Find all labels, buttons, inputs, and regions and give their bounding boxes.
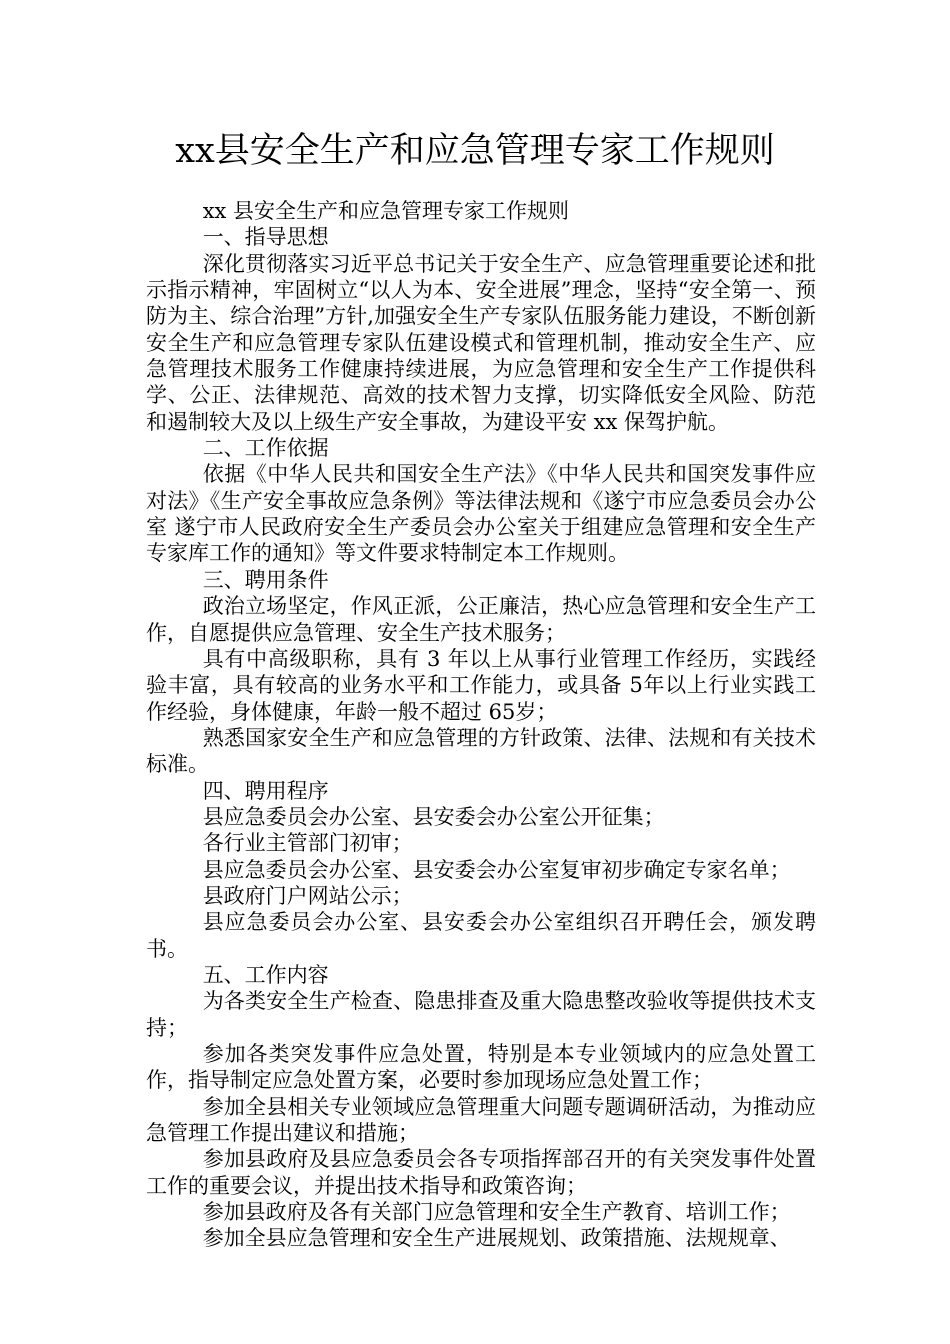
body-paragraph: 参加县政府及县应急委员会各专项指挥部召开的有关突发事件处置工作的重要会议，并提出技术指导和政策咨询； bbox=[146, 1147, 816, 1198]
body-paragraph: 县应急委员会办公室、县安委会办公室公开征集； bbox=[202, 804, 665, 829]
body-paragraph: 各行业主管部门初审； bbox=[202, 831, 413, 856]
body-paragraph: 熟悉国家安全生产和应急管理的方针政策、法律、法规和有关技术标准。 bbox=[146, 725, 816, 777]
section-heading: 五、工作内容 bbox=[202, 962, 329, 987]
body-paragraph: 政治立场坚定，作风正派，公正廉洁，热心应急管理和安全生产工作，自愿提供应急管理、安全生产技术服务； bbox=[146, 594, 816, 645]
body-paragraph: 深化贯彻落实习近平总书记关于安全生产、应急管理重要论述和批示指示精神，牢固树立“以人为本、安全进展”理念，坚持“安全第一、预防为主、综合治理”方针,加强安全生产专家队伍服务能力建设，不断创新安全生产和应急管理专家队伍建设模式和管理机制，推动安全生产、应急管理技术服务工作健康持续进展，为应急管理和安全生产工作提供科学、公正、法律规范、高效的技术智力支撑，切实降低安全风险、防范和遏制较大及以上级生产安全事故，为建设平安 xx 保驾护航。 bbox=[146, 251, 816, 434]
section-heading: 一、指导思想 bbox=[202, 225, 329, 250]
body-paragraph: 县应急委员会办公室、县安委会办公室组织召开聘任会，颁发聘书。 bbox=[146, 910, 816, 961]
body-paragraph: 依据《中华人民共和国安全生产法》《中华人民共和国突发事件应对法》《生产安全事故应急条例》等法律法规和《遂宁市应急委员会办公室 遂宁市人民政府安全生产委员会办公室关于组建应急管理和安全生产专家库工作的通知》等文件要求特制定本工作规则。 bbox=[146, 462, 816, 566]
section-heading: 四、聘用程序 bbox=[202, 778, 329, 803]
body-paragraph: 县应急委员会办公室、县安委会办公室复审初步确定专家名单； bbox=[202, 857, 791, 882]
body-paragraph: 县政府门户网站公示； bbox=[202, 883, 413, 908]
body-paragraph: 为各类安全生产检查、隐患排查及重大隐患整改验收等提供技术支持； bbox=[146, 989, 816, 1040]
document-body bbox=[146, 198, 816, 1252]
body-paragraph: 参加县政府及各有关部门应急管理和安全生产教育、培训工作； bbox=[202, 1200, 791, 1225]
body-paragraph: 参加全县应急管理和安全生产进展规划、政策措施、法规规章、 bbox=[202, 1226, 791, 1251]
section-heading: 二、工作依据 bbox=[202, 436, 329, 461]
body-paragraph: 参加全县相关专业领域应急管理重大问题专题调研活动，为推动应急管理工作提出建议和措施； bbox=[146, 1094, 816, 1146]
body-paragraph: 参加各类突发事件应急处置，特别是本专业领域内的应急处置工作，指导制定应急处置方案，必要时参加现场应急处置工作； bbox=[146, 1042, 816, 1093]
section-heading: 三、聘用条件 bbox=[202, 567, 329, 592]
body-paragraph: 具有中高级职称，具有 3 年以上从事行业管理工作经历，实践经验丰富，具有较高的业务水平和工作能力，或具备 5年以上行业实践工作经验，身体健康，年龄一般不超过 65岁； bbox=[146, 646, 816, 724]
document-title: xx县安全生产和应急管理专家工作规则 bbox=[175, 131, 775, 171]
body-paragraph: xx 县安全生产和应急管理专家工作规则 bbox=[202, 199, 570, 223]
